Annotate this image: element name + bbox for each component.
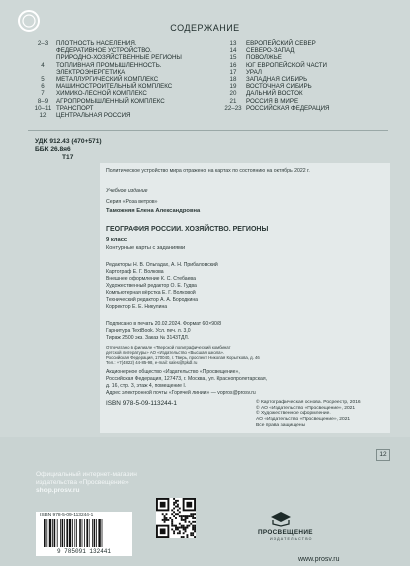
contents-page-number: 10–11 bbox=[34, 104, 52, 112]
contents-row bbox=[30, 62, 220, 69]
contents-title: СОДЕРЖАНИЕ bbox=[170, 23, 240, 33]
book-subtitle: Контурные карты с заданиями bbox=[106, 245, 186, 251]
contents-page-number: 20 bbox=[229, 90, 237, 98]
printer-info-line: Тел.: +7(4822) 44-85-98, e-mail: sales@tpkdl.ru bbox=[106, 360, 198, 365]
contents-section-title: СЕВЕРО-ЗАПАД bbox=[246, 47, 295, 55]
credit-line: Художественный редактор О. Е. Гудва bbox=[106, 283, 197, 289]
publisher-logo-name: ПРОСВЕЩЕНИЕ bbox=[258, 529, 313, 536]
contents-row bbox=[220, 54, 410, 61]
contents-row bbox=[220, 90, 410, 97]
contents-row bbox=[30, 112, 220, 119]
copyright-line: Все права защищены bbox=[256, 422, 306, 428]
contents-row bbox=[30, 54, 220, 61]
store-line: Официальный интернет-магазин bbox=[36, 471, 137, 478]
copyright-block bbox=[256, 400, 396, 429]
contents-page-number: 18 bbox=[229, 75, 237, 83]
contents-row bbox=[220, 105, 410, 112]
contents-right-column bbox=[220, 40, 410, 112]
store-url: shop.prosv.ru bbox=[36, 487, 80, 494]
contents-section-title: ЦЕНТРАЛЬНАЯ РОССИЯ bbox=[56, 111, 131, 119]
contents-page-number: 19 bbox=[229, 83, 237, 91]
print-info-line: Подписано в печать 20.02.2024. Формат 60×90/8 bbox=[106, 321, 222, 327]
author-sign: Т17 bbox=[62, 154, 74, 161]
page-number: 12 bbox=[376, 449, 390, 461]
store-line: издательства «Просвещение» bbox=[36, 479, 129, 486]
prosveshchenie-logo-icon bbox=[268, 511, 294, 527]
contents-section-title: ПРИРОДНО-ХОЗЯЙСТВЕННЫЕ РЕГИОНЫ bbox=[56, 54, 182, 62]
contents-row bbox=[30, 69, 220, 76]
political-note: Политическое устройство мира отражено на картах по состоянию на октябрь 2022 г. bbox=[106, 168, 310, 174]
contents-row bbox=[30, 90, 220, 97]
print-info-line: Гарнитура TextBook. Усл. печ. л. 3,0 bbox=[106, 328, 191, 334]
contents-section-title: УРАЛ bbox=[246, 68, 262, 76]
publisher-url: www.prosv.ru bbox=[298, 556, 340, 563]
credit-line: Редакторы Н. В. Ольгадах, А. Н. Прибаловский bbox=[106, 262, 218, 268]
contents-left-column bbox=[30, 40, 220, 119]
credit-line: Корректор Е. Е. Никулина bbox=[106, 304, 168, 310]
contents-page-number: 6 bbox=[41, 83, 45, 91]
contents-section-title: ТОПЛИВНАЯ ПРОМЫШЛЕННОСТЬ. bbox=[56, 61, 162, 69]
copyright-line: © АО «Издательство «Просвещение», 2021 bbox=[256, 405, 356, 411]
contents-section-title: ЭЛЕКТРОЭНЕРГЕТИКА bbox=[56, 68, 126, 76]
contents-section-title: ДАЛЬНИЙ ВОСТОК bbox=[246, 90, 303, 98]
edition-type: Учебное издание bbox=[106, 188, 148, 194]
store-info bbox=[36, 471, 137, 495]
contents-page-number: 22–23 bbox=[224, 104, 242, 112]
contents-row bbox=[220, 69, 410, 76]
contents-page-number bbox=[30, 69, 56, 76]
contents-section-title: ЮГ ЕВРОПЕЙСКОЙ ЧАСТИ bbox=[246, 61, 327, 69]
contents-page-number: 14 bbox=[229, 47, 237, 55]
printer-info-line: детской литературы» АО «Издательство «Высшая школа». bbox=[106, 350, 225, 355]
contents-row bbox=[220, 98, 410, 105]
copyright-line: АО «Издательство «Просвещение», 2021 bbox=[256, 417, 351, 423]
book-title: ГЕОГРАФИЯ РОССИИ. ХОЗЯЙСТВО. РЕГИОНЫ bbox=[106, 226, 269, 233]
contents-page-number: 7 bbox=[41, 90, 45, 98]
printer-info-line: Российская Федерация, 170040, г. Тверь, проспект Николая Корыткова, д. 46 bbox=[106, 355, 260, 360]
credit-line: Внешнее оформление К. С. Стебаева bbox=[106, 276, 196, 282]
contents-page-number: 4 bbox=[41, 61, 45, 69]
contents-divider bbox=[28, 130, 388, 131]
contents-section-title: ВОСТОЧНАЯ СИБИРЬ bbox=[246, 83, 312, 91]
contents-page-number: 2–3 bbox=[37, 40, 49, 47]
publisher-info-line: Российская Федерация, 127473, г. Москва, ул. Краснопролетарская, bbox=[106, 376, 268, 382]
contents-section-title: РОССИЯ В МИРЕ bbox=[246, 97, 299, 105]
contents-section-title: ЕВРОПЕЙСКИЙ СЕВЕР bbox=[246, 40, 316, 47]
contents-page-number: 17 bbox=[229, 68, 237, 76]
author-name: Таможняя Елена Александровна bbox=[106, 208, 201, 214]
contents-row bbox=[220, 62, 410, 69]
contents-row bbox=[220, 40, 410, 47]
contents-section-title: РОССИЙСКАЯ ФЕДЕРАЦИЯ bbox=[246, 104, 330, 112]
isbn-main: ISBN 978-5-09-113244-1 bbox=[106, 400, 177, 407]
contents-section-title: ПОВОЛЖЬЕ bbox=[246, 54, 282, 62]
credit-line: Технический редактор А. А. Бородкина bbox=[106, 297, 198, 303]
bbk-code: ББК 26.8я6 bbox=[35, 146, 71, 153]
copyright-line: © Картографическая основа. Росреестр, 2016 bbox=[256, 400, 361, 405]
contents-row bbox=[30, 98, 220, 105]
contents-page-number: 12 bbox=[39, 111, 47, 119]
contents-row bbox=[220, 76, 410, 83]
series-name: Серия «Роза ветров» bbox=[106, 199, 158, 205]
contents-section-title: ХИМИКО-ЛЕСНОЙ КОМПЛЕКС bbox=[56, 90, 147, 98]
contents-page-number bbox=[30, 47, 56, 54]
contents-page-number: 13 bbox=[229, 40, 237, 47]
contents-page-number: 21 bbox=[229, 97, 237, 105]
printer-info-line: Отпечатано в филиале «Тверской полиграфический комбинат bbox=[106, 345, 231, 350]
barcode-isbn: ISBN 978-5-09-113244-1 bbox=[40, 513, 94, 518]
copyright-line: © Художественное оформление. bbox=[256, 411, 331, 417]
publisher-logo-sub: ИЗДАТЕЛЬСТВО bbox=[270, 537, 313, 541]
contents-section-title: ПЛОТНОСТЬ НАСЕЛЕНИЯ. bbox=[56, 40, 137, 47]
publisher-info-line: д. 16, стр. 3, этаж 4, помещение I. bbox=[106, 383, 187, 389]
qr-code-icon bbox=[156, 498, 196, 538]
contents-page-number: 15 bbox=[229, 54, 237, 62]
grade-label: 9 класс bbox=[106, 237, 128, 243]
contents-page-number: 5 bbox=[41, 75, 45, 83]
contents-section-title: ТРАНСПОРТ bbox=[56, 104, 94, 112]
contents-page-number bbox=[30, 54, 56, 61]
udk-code: УДК 912.43 (470+571) bbox=[35, 138, 102, 145]
publisher-info-line: Акционерное общество «Издательство «Просвещение», bbox=[106, 369, 240, 375]
contents-section-title: ЗАПАДНАЯ СИБИРЬ bbox=[246, 75, 308, 83]
print-info-line: Тираж 2500 экз. Заказ № 3143ТДЛ. bbox=[106, 335, 190, 341]
contents-section-title: АГРОПРОМЫШЛЕННЫЙ КОМПЛЕКС bbox=[56, 97, 165, 105]
publisher-info-line: Адрес электронной почты «Горячей линии» — vopros@prosv.ru bbox=[106, 390, 256, 396]
credit-line: Картограф Е. Г. Волкова bbox=[106, 269, 164, 275]
contents-page-number: 16 bbox=[229, 61, 237, 69]
contents-section-title: МАШИНОСТРОИТЕЛЬНЫЙ КОМПЛЕКС bbox=[56, 83, 173, 91]
barcode-icon bbox=[44, 519, 126, 547]
barcode-digits: 9 785091 132441 bbox=[56, 548, 111, 555]
credit-line: Компьютерная вёрстка Е. Г. Волковой bbox=[106, 290, 196, 296]
contents-page-number: 8–9 bbox=[37, 97, 49, 105]
contents-row bbox=[220, 47, 410, 54]
contents-section-title: МЕТАЛЛУРГИЧЕСКИЙ КОМПЛЕКС bbox=[56, 75, 159, 83]
contents-section-title: ФЕДЕРАТИВНОЕ УСТРОЙСТВО. bbox=[56, 47, 152, 55]
contents-row bbox=[30, 105, 220, 112]
